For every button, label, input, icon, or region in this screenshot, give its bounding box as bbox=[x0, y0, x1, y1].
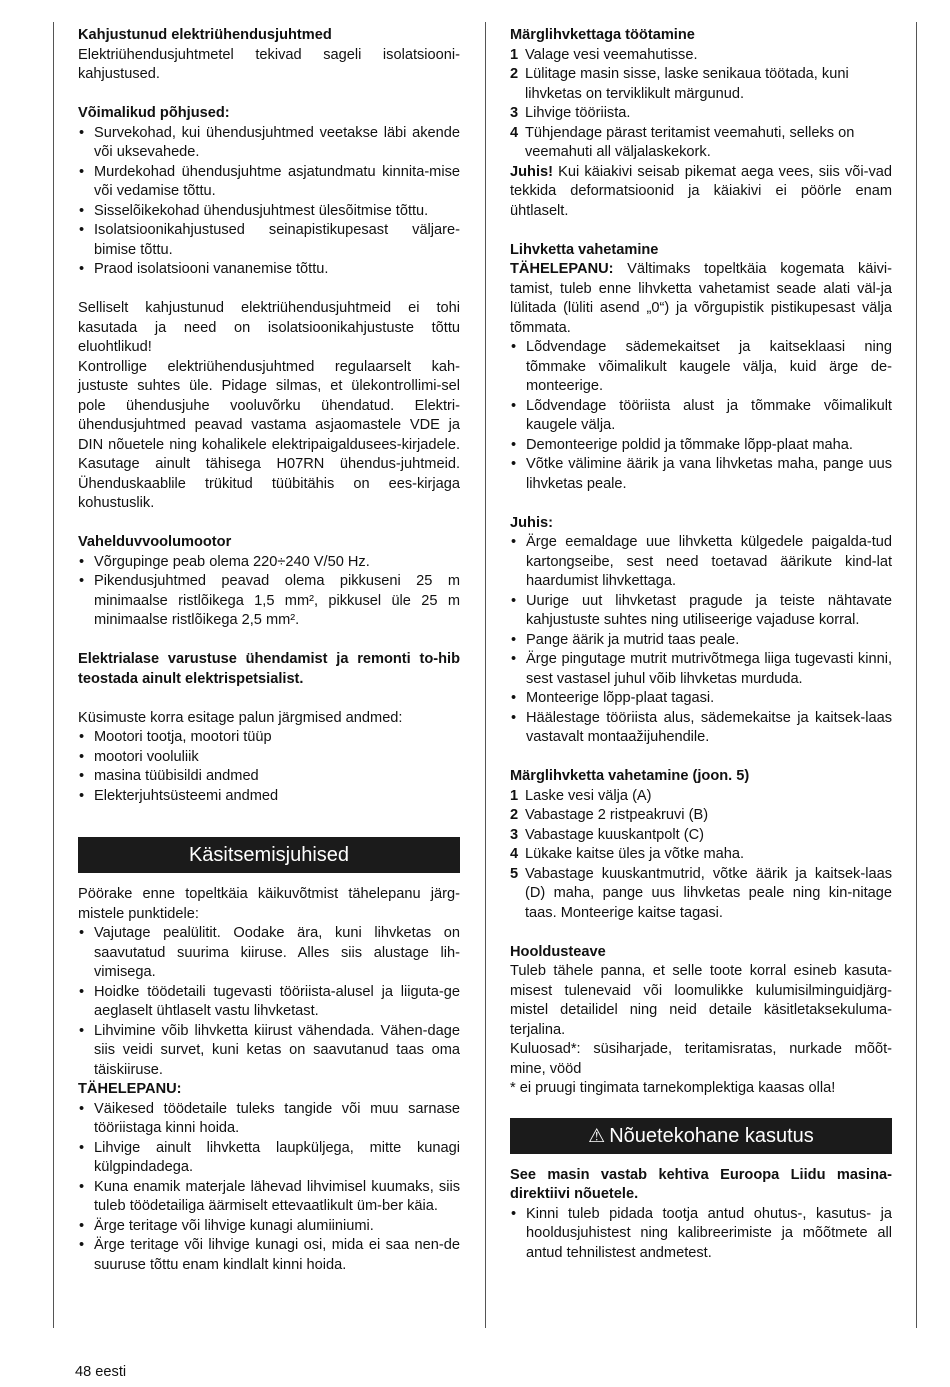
list-item: • Uurige uut lihvketast pragude ja teiste nähtavate kahjustuste suhtes ning utiliseerige vajaduse korral. bbox=[510, 592, 892, 631]
list-item bbox=[510, 845, 892, 865]
step-number: 4 bbox=[510, 124, 519, 141]
attention-list bbox=[78, 1100, 460, 1276]
list-item: • Demonteerige poldid ja tõmmake lõpp-plaat maha. bbox=[510, 436, 892, 456]
warning-text: Vältimaks topeltkäia kogemata käivi-tamist, tuleb enne lihvketta vahetamist seade alati väl-ja lülitada (lüliti asend „0“) ja võrgupistik pistikupesast välja tõmmata. bbox=[510, 261, 892, 336]
list-item bbox=[510, 46, 892, 66]
wet-wheel-steps bbox=[510, 46, 892, 163]
motor-list bbox=[78, 553, 460, 631]
list-item: • Monteerige lõpp-plaat tagasi. bbox=[510, 689, 892, 709]
wet-wheel-change-steps bbox=[510, 787, 892, 924]
list-item: • Lihvige ainult lihvketta laupküljega, mitte kunagi külgpindadega. bbox=[78, 1139, 460, 1178]
wet-wheel-heading: Märglihvkettaga töötamine bbox=[510, 27, 695, 43]
step-text: Vabastage 2 ristpeakruvi (B) bbox=[525, 807, 709, 823]
list-item bbox=[510, 826, 892, 846]
wear-parts-text: Kuluosad*: süsiharjade, teritamisratas, nurkade mõõt-mine, vööd bbox=[510, 1041, 892, 1077]
hint-heading: Juhis: bbox=[510, 514, 553, 531]
handling-list bbox=[78, 924, 460, 1080]
step-text: Vabastage kuuskantmutrid, võtke äärik ja kaitsek-laas (D) maha, pange uus lihvketas peale ning kin-nitage taas. Monteerige kaitse tagasi. bbox=[525, 865, 892, 921]
list-item: • Vajutage pealülitit. Oodake ära, kuni lihvketas on saavutatud suurima kiiruse. Alles siis alustage lih-vimisega. bbox=[78, 924, 460, 983]
motor-heading: Vahelduvvoolumootor bbox=[78, 534, 232, 550]
list-item: • masina tüübisildi andmed bbox=[78, 767, 460, 787]
right-column-rule bbox=[916, 22, 917, 1328]
list-item: • Võrgupinge peab olema 220÷240 V/50 Hz. bbox=[78, 553, 460, 573]
step-text: Lihvige tööriista. bbox=[525, 105, 631, 121]
list-item: • Survekohad, kui ühendusjuhtmed veetakse läbi akende või uksevahede. bbox=[78, 124, 460, 163]
wet-wheel-note bbox=[510, 163, 892, 222]
note-label: Juhis! bbox=[510, 163, 553, 180]
handling-section-banner: Käsitsemisjuhised bbox=[78, 837, 460, 873]
step-number: 3 bbox=[510, 105, 519, 121]
list-item: • Ärge pingutage mutrit mutrivõtmega liiga tugevasti kinni, sest vastasel juhul võib lihvketas murduda. bbox=[510, 650, 892, 689]
list-item: • Ärge teritage või lihvige kunagi osi, mida ei saa nen-de suuruse tõttu enam kindlalt kinni hoida. bbox=[78, 1236, 460, 1275]
maintenance-heading: Hooldusteave bbox=[510, 943, 606, 960]
handling-intro: Pöörake enne topeltkäia käikuvõtmist tähelepanu järg-mistele punktidele: bbox=[78, 886, 460, 922]
step-text: Lükake kaitse üles ja võtke maha. bbox=[525, 846, 745, 862]
list-item: • Elekterjuhtsüsteemi andmed bbox=[78, 787, 460, 807]
intended-use-banner bbox=[510, 1118, 892, 1154]
list-item bbox=[510, 865, 892, 924]
conformity-list bbox=[510, 1205, 892, 1264]
banner-title: Nõuetekohane kasutus bbox=[609, 1124, 814, 1147]
list-item bbox=[510, 124, 892, 163]
list-item: • Pange äärik ja mutrid taas peale. bbox=[510, 631, 892, 651]
list-item bbox=[510, 104, 892, 124]
wet-wheel-change-heading: Märglihvketta vahetamine (joon. 5) bbox=[510, 768, 750, 784]
step-text: Laske vesi välja (A) bbox=[525, 787, 652, 804]
list-item: • Ärge eemaldage uue lihvketta külgedele paigalda-tud kartongseibe, sest need toetavad äärikute kind-lat haardumist lihvkettaga. bbox=[510, 533, 892, 592]
step-text: Tühjendage pärast teritamist veemahuti, selleks on veemahuti all väljalaskekork. bbox=[525, 124, 855, 160]
questions-intro: Küsimuste korra esitage palun järgmised andmed: bbox=[78, 709, 403, 726]
step-number: 4 bbox=[510, 846, 519, 862]
causes-heading: Võimalikud põhjused: bbox=[78, 105, 230, 121]
list-item: • Hoidke töödetaili tugevasti tööriista-alusel ja liiguta-ge aeglaselt ühtlaselt vastu lihvketast. bbox=[78, 983, 460, 1022]
list-item: • Ärge teritage või lihvige kunagi alumiiniumi. bbox=[78, 1217, 460, 1237]
wheel-change-list bbox=[510, 338, 892, 494]
hint-list bbox=[510, 533, 892, 748]
step-number: 2 bbox=[510, 807, 519, 823]
causes-list bbox=[78, 124, 460, 280]
left-column-rule bbox=[53, 22, 54, 1328]
right-column bbox=[510, 26, 892, 1263]
step-number: 2 bbox=[510, 66, 519, 82]
list-item: • Võtke välimine äärik ja vana lihvketas maha, pange uus lihvketas peale. bbox=[510, 455, 892, 494]
list-item: • Väikesed töödetaile tuleks tangide või muu sarnase tööriistaga kinni hoida. bbox=[78, 1100, 460, 1139]
list-item bbox=[510, 65, 892, 104]
list-item: • Häälestage tööriista alus, sädemekaitse ja kaitsek-laas vastavalt montaažijuhendile. bbox=[510, 709, 892, 748]
maintenance-text: Tuleb tähele panna, et selle toote korral esineb kasuta-misest tulenevaid või loomulikke kulumisilminguidjärg-mistel detailidel ning neid detaile käsitletaksekuluma-terjalina. bbox=[510, 963, 892, 1038]
wheel-change-warning bbox=[510, 260, 892, 338]
list-item: • Mootori tootja, mootori tüüp bbox=[78, 728, 460, 748]
list-item bbox=[510, 806, 892, 826]
step-text: Vabastage kuuskantpolt (C) bbox=[525, 826, 705, 843]
list-item: • Isolatsioonikahjustused seinapistikupesast väljare-bimise tõttu. bbox=[78, 221, 460, 260]
list-item: • Kuna enamik materjale lähevad lihvimisel kuumaks, siis tuleb töödetailiga äärmiselt ettevaatlikult üm-ber käia. bbox=[78, 1178, 460, 1217]
center-column-rule bbox=[485, 22, 486, 1328]
damaged-cables-text: Elektriühendusjuhtmetel tekivad sageli isolatsiooni-kahjustused. bbox=[78, 46, 460, 82]
step-number: 5 bbox=[510, 865, 519, 882]
electrician-notice: Elektrialase varustuse ühendamist ja remonti to-hib teostada ainult elektrispetsialist. bbox=[78, 651, 460, 687]
footnote: * ei pruugi tingimata tarnekomplektiga kaasas olla! bbox=[510, 1080, 836, 1096]
wheel-change-heading: Lihvketta vahetamine bbox=[510, 241, 659, 258]
conformity-statement: See masin vastab kehtiva Euroopa Liidu masina-direktiivi nõuetele. bbox=[510, 1166, 892, 1202]
warning-label: TÄHELEPANU: bbox=[510, 261, 614, 277]
list-item: • Lõdvendage sädemekaitset ja kaitseklaasi ning tõmmake võimalikult kaugele välja, kuid ärge de-monteerige. bbox=[510, 338, 892, 397]
list-item: • Murdekohad ühendusjuhtme asjatundmatu kinnita-mise või vedamise tõttu. bbox=[78, 163, 460, 202]
cable-warning-paragraph: Selliselt kahjustunud elektriühendusjuhtmeid ei tohi kasutada ja need on isolatsioonikahjustuste tõttu eluohtlikud! bbox=[78, 300, 460, 355]
list-item: • Kinni tuleb pidada tootja antud ohutus-, kasutus- ja hooldusjuhistest ning kalibreerimiste ja mõõtmete all antud tehnilistest andmetest. bbox=[510, 1205, 892, 1264]
list-item: • Pikendusjuhtmed peavad olema pikkuseni 25 m minimaalse ristlõikega 1,5 mm², pikkusel üle 25 m minimaalse ristlõikega 2,5 mm². bbox=[78, 572, 460, 631]
step-number: 1 bbox=[510, 46, 519, 63]
warning-triangle-icon: ⚠ bbox=[588, 1125, 606, 1147]
note-text: Kui käiakivi seisab pikemat aega vees, siis või-vad tekkida deformatsioonid ja käiakivi ei pöörle enam ühtlaselt. bbox=[510, 163, 892, 219]
step-text: Valage vesi veemahutisse. bbox=[525, 46, 698, 63]
attention-heading: TÄHELEPANU: bbox=[78, 1081, 182, 1097]
left-column bbox=[78, 26, 460, 1275]
questions-list bbox=[78, 728, 460, 806]
step-number: 3 bbox=[510, 826, 519, 843]
step-number: 1 bbox=[510, 787, 519, 804]
list-item: • mootori vooluliik bbox=[78, 748, 460, 768]
list-item: • Lihvimine võib lihvketta kiirust vähendada. Vähen-dage siis veidi survet, kuni ketas on saavutanud taas oma täiskiiruse. bbox=[78, 1022, 460, 1081]
list-item bbox=[510, 787, 892, 807]
list-item: • Sisselõikekohad ühendusjuhtmest ülesõitmise tõttu. bbox=[78, 202, 460, 222]
page-footer: 48 eesti bbox=[75, 1364, 127, 1380]
damaged-cables-heading: Kahjustunud elektriühendusjuhtmed bbox=[78, 27, 332, 43]
list-item: • Lõdvendage tööriista alust ja tõmmake võimalikult kaugele välja. bbox=[510, 397, 892, 436]
step-text: Lülitage masin sisse, laske senikaua töötada, kuni lihvketas on terviklikult märgunud. bbox=[525, 66, 849, 102]
list-item: • Praod isolatsiooni vananemise tõttu. bbox=[78, 260, 460, 280]
cable-inspection-paragraph: Kontrollige elektriühendusjuhtmed regulaarselt kah-justuste suhtes üle. Pidage silmas, et ülekontrollimi-sel pole ühendusjuhe vooluvõrku ühendatud. Elektri-ühendusjuhtmed peavad vastama asjaomastele VDE ja DIN nõuetele ning kohalikele elektripaigaldusees-kirjadele. Kasutage ainult tähisega H07RN ühendus-juhtmeid. Ühenduskaablile trükitud tüübitähis on ees-kirjaga kohustuslik. bbox=[78, 358, 460, 511]
